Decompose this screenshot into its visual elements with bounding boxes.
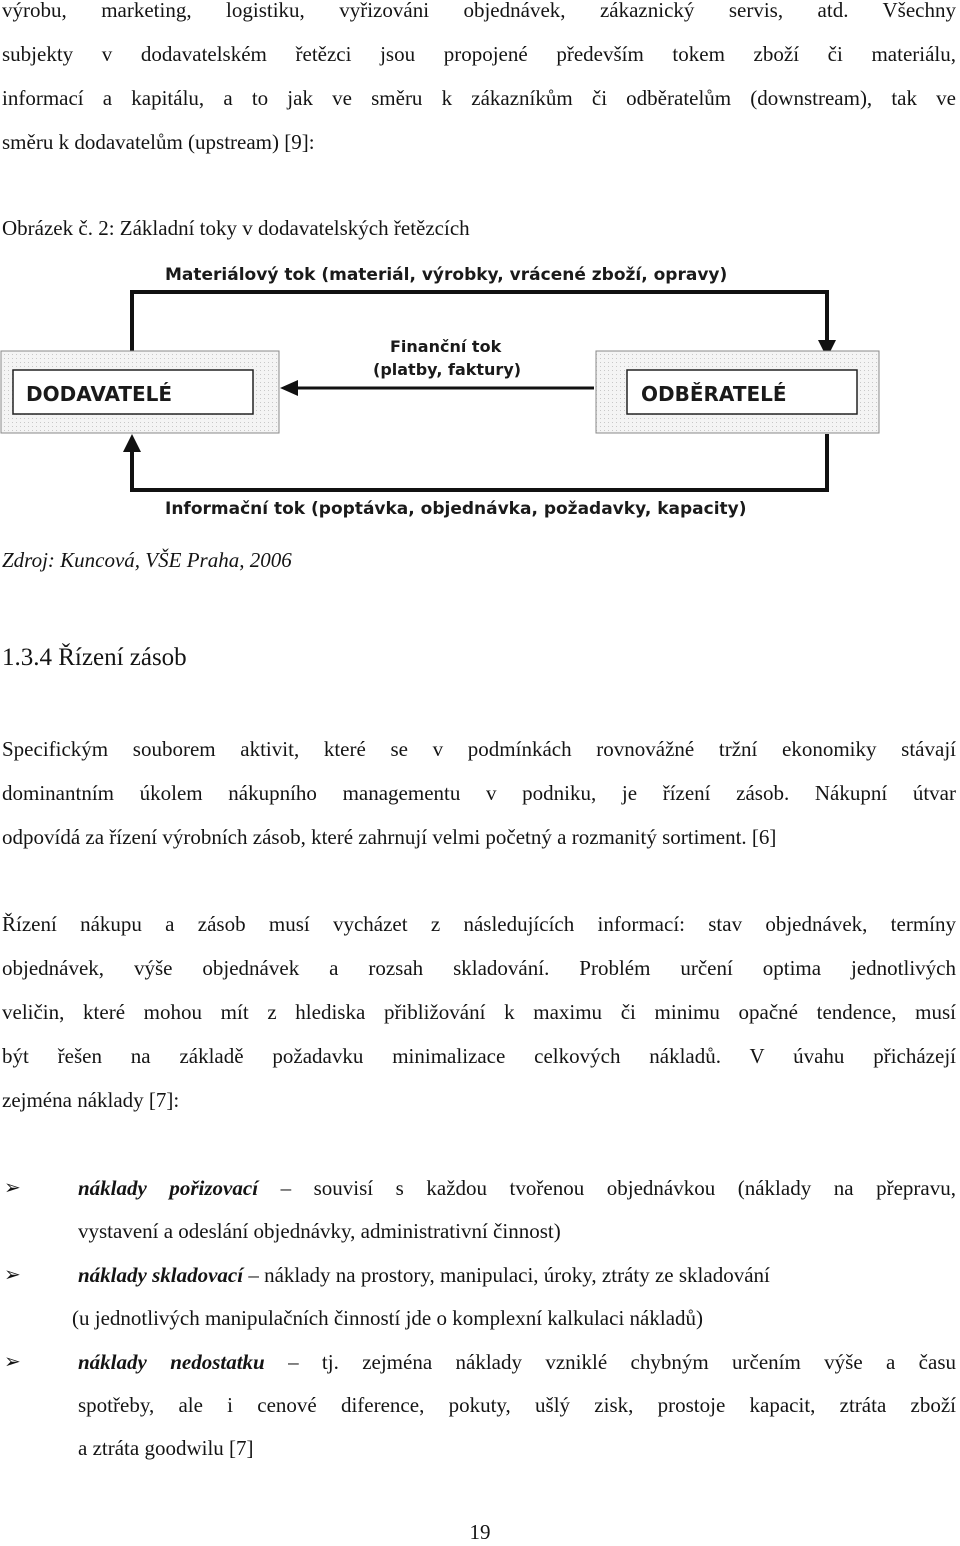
bullet-text: – náklady na prostory, manipulaci, úroky, ztráty ze skladování xyxy=(243,1263,770,1287)
text-line: Řízení nákupu a zásob musí vycházet z následujících informací: stav objednávek, termíny xyxy=(2,912,956,936)
section-heading: 1.3.4 Řízení zásob xyxy=(2,644,187,671)
bullet-continuation: a ztráta goodwilu [7] xyxy=(78,1436,254,1460)
information-flow-arrow xyxy=(123,434,827,490)
text-line: subjekty v dodavatelském řetězci jsou propojené především tokem zboží či materiálu, xyxy=(2,42,956,66)
text-line: dominantním úkolem nákupního managementu v podniku, je řízení zásob. Nákupní útvar xyxy=(2,781,956,805)
bullet-arrow-icon: ➢ xyxy=(4,1264,21,1286)
figure-caption: Obrázek č. 2: Základní toky v dodavatelských řetězcích xyxy=(2,216,470,240)
text-line: být řešen na základě požadavku minimalizace celkových nákladů. V úvahu přicházejí xyxy=(2,1044,956,1068)
text-line: Specifickým souborem aktivit, které se v podmínkách rovnovážné tržní ekonomiky stávají xyxy=(2,737,956,761)
bullet-item xyxy=(78,1174,956,1202)
text-line: směru k dodavatelům (upstream) [9]: xyxy=(2,130,315,154)
bullet-continuation: (u jednotlivých manipulačních činností jde o komplexní kalkulaci nákladů) xyxy=(72,1306,704,1330)
bullet-item xyxy=(78,1348,956,1376)
bullet-continuation: vystavení a odeslání objednávky, administrativní činnost) xyxy=(78,1219,561,1243)
bullet-text: – tj. zejména náklady vzniklé chybným určením výše a času xyxy=(264,1350,957,1374)
customers-label: ODBĚRATELÉ xyxy=(641,382,787,406)
customers-box xyxy=(596,351,879,433)
bullet-term: náklady skladovací xyxy=(78,1263,244,1287)
text-line: výrobu, marketing, logistiku, vyřizováni objednávek, zákaznický servis, atd. Všechny xyxy=(2,0,956,22)
bullet-text: – souvisí s každou tvořenou objednávkou (náklady na přepravu, xyxy=(258,1176,956,1200)
suppliers-label: DODAVATELÉ xyxy=(26,382,173,406)
financial-flow-sublabel: (platby, faktury) xyxy=(373,360,522,379)
bullet-arrow-icon: ➢ xyxy=(4,1177,21,1199)
suppliers-box xyxy=(1,351,279,433)
information-flow-label: Informační tok (poptávka, objednávka, požadavky, kapacity) xyxy=(165,499,747,519)
text-line: zejména náklady [7]: xyxy=(2,1088,180,1112)
bullet-term: náklady nedostatku xyxy=(78,1350,265,1374)
figure-source: Zdroj: Kuncová, VŠE Praha, 2006 xyxy=(2,548,292,572)
text-line: objednávek, výše objednávek a rozsah skladování. Problém určení optima jednotlivých xyxy=(2,956,956,980)
text-line: odpovídá za řízení výrobních zásob, které zahrnují velmi početný a rozmanitý sortiment. [6] xyxy=(2,825,777,849)
text-line: informací a kapitálu, a to jak ve směru k zákazníkům či odběratelům (downstream), tak ve xyxy=(2,86,956,110)
financial-flow-arrow xyxy=(280,380,594,396)
page-number: 19 xyxy=(469,1520,491,1544)
supply-chain-flow-diagram xyxy=(0,258,880,523)
text-line: veličin, které mohou mít z hlediska přibližování k maximu či minimu opačné tendence, musí xyxy=(2,1000,956,1024)
material-flow-label: Materiálový tok (materiál, výrobky, vrácené zboží, opravy) xyxy=(165,265,728,285)
bullet-continuation: spotřeby, ale i cenové diference, pokuty, ušlý zisk, prostoje kapacit, ztráta zboží xyxy=(78,1393,956,1417)
bullet-arrow-icon: ➢ xyxy=(4,1351,21,1373)
financial-flow-label: Finanční tok xyxy=(390,337,502,356)
bullet-term: náklady pořizovací xyxy=(78,1176,259,1200)
bullet-item xyxy=(78,1261,956,1289)
